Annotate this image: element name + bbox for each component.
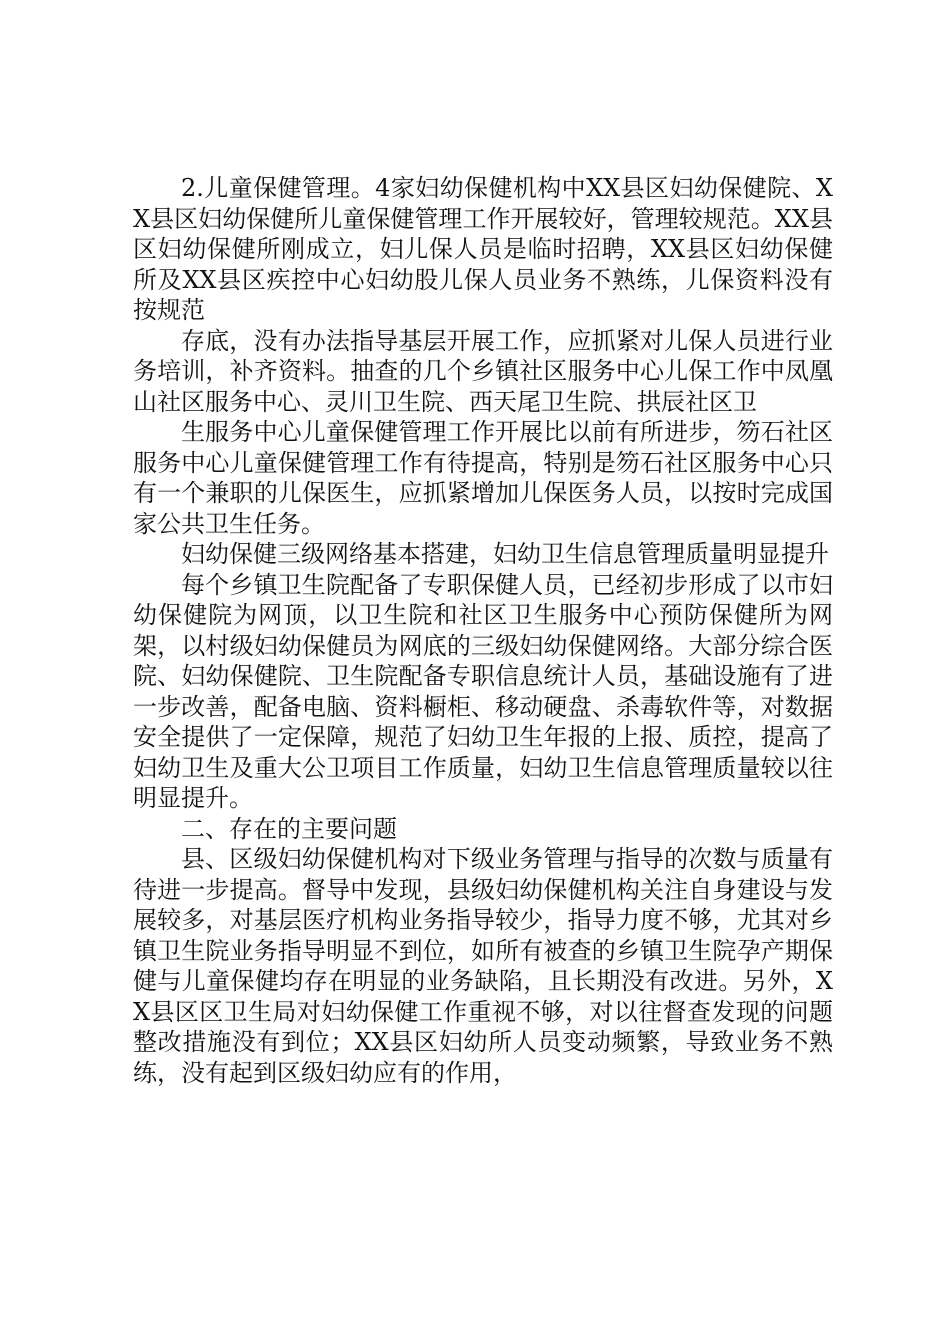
document-body	[133, 173, 833, 1088]
paragraph-service-center-progress: 生服务中心儿童保健管理工作开展比以前有所进步，笏石社区服务中心儿童保健管理工作有待提高，特别是笏石社区服务中心只有一个兼职的儿保医生，应抓紧增加儿保医务人员，以按时完成国家公共卫生任务。	[133, 418, 833, 538]
section-heading-main-problems: 二、存在的主要问题	[181, 814, 397, 843]
paragraph-network-heading: 妇幼保健三级网络基本搭建，妇幼卫生信息管理质量明显提升	[181, 540, 829, 568]
paragraph-child-health-management: 2.儿童保健管理。4家妇幼保健机构中XX县区妇幼保健院、XX县区妇幼保健所儿童保健管理工作开展较好，管理较规范。XX县区妇幼保健所刚成立，妇儿保人员是临时招聘，XX县区妇幼保健所及XX县区疾控中心妇幼股儿保人员业务不熟练，儿保资料没有按规范	[133, 174, 833, 324]
paragraph-training-and-records: 存底，没有办法指导基层开展工作，应抓紧对儿保人员进行业务培训，补齐资料。抽查的几个乡镇社区服务中心儿保工作中凤凰山社区服务中心、灵川卫生院、西天尾卫生院、拱辰社区卫	[133, 326, 833, 416]
paragraph-problems-details: 县、区级妇幼保健机构对下级业务管理与指导的次数与质量有待进一步提高。督导中发现，县级妇幼保健机构关注自身建设与发展较多，对基层医疗机构业务指导较少，指导力度不够，尤其对乡镇卫生院业务指导明显不到位，如所有被查的乡镇卫生院孕产期保健与儿童保健均存在明显的业务缺陷，且长期没有改进。另外，XX县区区卫生局对妇幼保健工作重视不够，对以往督查发现的问题整改措施没有到位；XX县区妇幼所人员变动频繁，导致业务不熟练，没有起到区级妇幼应有的作用，	[133, 845, 833, 1087]
paragraph-network-details: 每个乡镇卫生院配备了专职保健人员，已经初步形成了以市妇幼保健院为网顶，以卫生院和社区卫生服务中心预防保健所为网架，以村级妇幼保健员为网底的三级妇幼保健网络。大部分综合医院、妇幼保健院、卫生院配备专职信息统计人员，基础设施有了进一步改善，配备电脑、资料橱柜、移动硬盘、杀毒软件等，对数据安全提供了一定保障，规范了妇幼卫生年报的上报、质控，提高了妇幼卫生及重大公卫项目工作质量，妇幼卫生信息管理质量较以往明显提升。	[133, 570, 833, 812]
